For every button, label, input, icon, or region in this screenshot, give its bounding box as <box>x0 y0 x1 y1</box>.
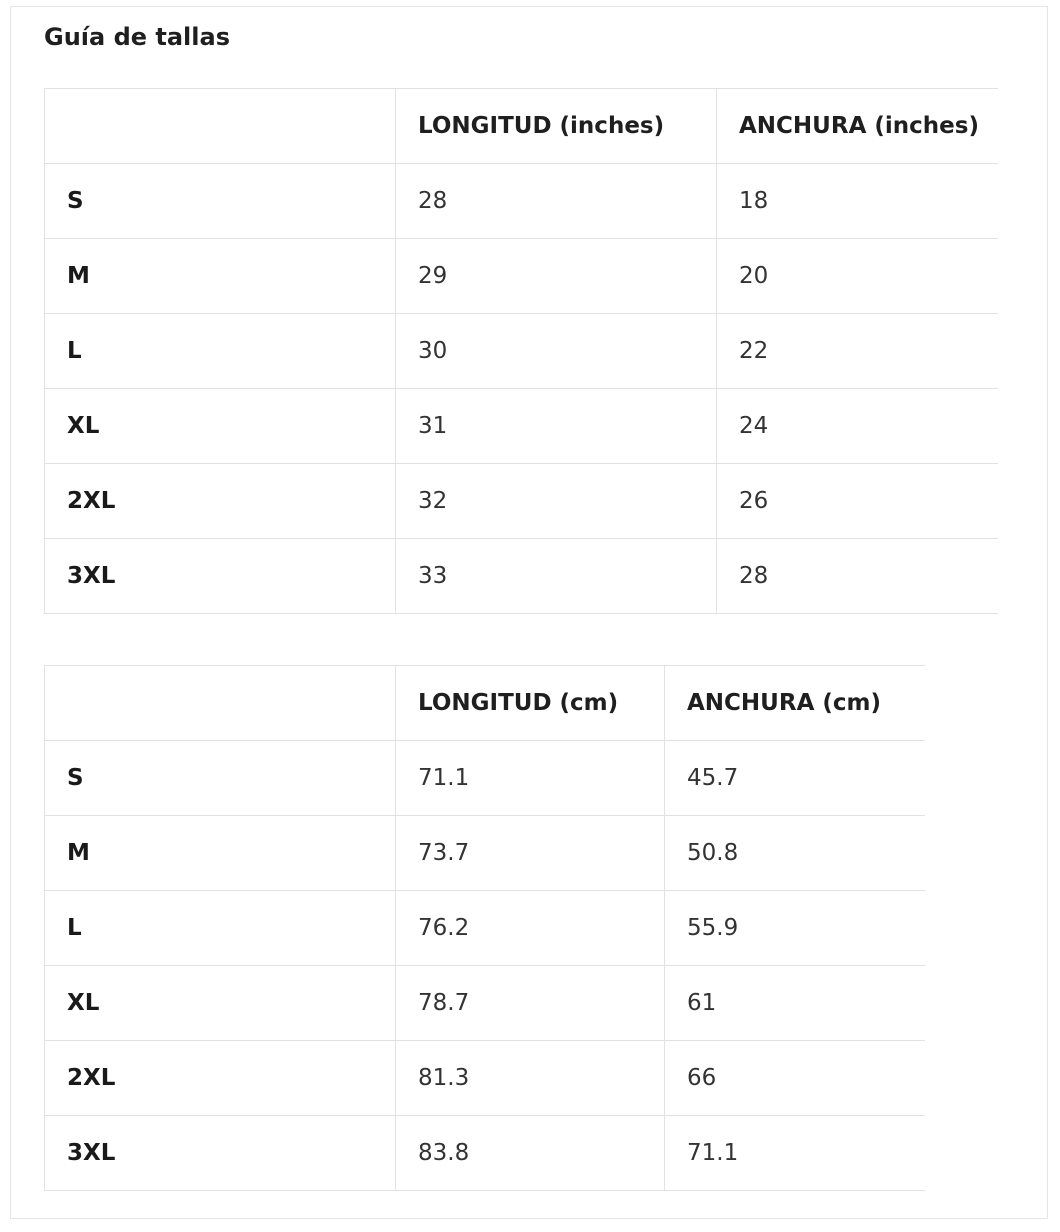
size-cell: M <box>45 239 396 314</box>
length-cell: 28 <box>396 164 717 239</box>
width-cell: 55.9 <box>665 891 926 966</box>
width-cell: 66 <box>665 1041 926 1116</box>
width-cell: 24 <box>717 389 999 464</box>
length-cell: 31 <box>396 389 717 464</box>
table-header-row <box>45 666 926 741</box>
width-cell: 71.1 <box>665 1116 926 1191</box>
length-cell: 71.1 <box>396 741 665 816</box>
page-title: Guía de tallas <box>44 23 230 51</box>
table-row <box>45 816 926 891</box>
length-cell: 30 <box>396 314 717 389</box>
size-cell: 2XL <box>45 1041 396 1116</box>
table-row <box>45 539 999 614</box>
size-table-cm <box>44 665 925 1191</box>
table-row <box>45 314 999 389</box>
length-cell: 81.3 <box>396 1041 665 1116</box>
width-cell: 20 <box>717 239 999 314</box>
size-table-inches-container[interactable] <box>44 88 998 625</box>
size-cell: 3XL <box>45 539 396 614</box>
size-cell: S <box>45 741 396 816</box>
header-length: LONGITUD (inches) <box>396 89 717 164</box>
length-cell: 73.7 <box>396 816 665 891</box>
table-row <box>45 891 926 966</box>
length-cell: 32 <box>396 464 717 539</box>
length-cell: 33 <box>396 539 717 614</box>
length-cell: 76.2 <box>396 891 665 966</box>
header-width: ANCHURA (cm) <box>665 666 926 741</box>
size-cell: 2XL <box>45 464 396 539</box>
width-cell: 28 <box>717 539 999 614</box>
width-cell: 18 <box>717 164 999 239</box>
size-cell: XL <box>45 966 396 1041</box>
header-length: LONGITUD (cm) <box>396 666 665 741</box>
table-row <box>45 164 999 239</box>
length-cell: 78.7 <box>396 966 665 1041</box>
width-cell: 61 <box>665 966 926 1041</box>
table-row <box>45 1116 926 1191</box>
length-cell: 83.8 <box>396 1116 665 1191</box>
table-header-row <box>45 89 999 164</box>
width-cell: 45.7 <box>665 741 926 816</box>
header-size <box>45 89 396 164</box>
header-size <box>45 666 396 741</box>
width-cell: 26 <box>717 464 999 539</box>
length-cell: 29 <box>396 239 717 314</box>
size-cell: S <box>45 164 396 239</box>
table-row <box>45 389 999 464</box>
header-width: ANCHURA (inches) <box>717 89 999 164</box>
table-row <box>45 1041 926 1116</box>
table-row <box>45 239 999 314</box>
size-table-cm-container <box>44 665 925 1202</box>
size-cell: 3XL <box>45 1116 396 1191</box>
table-row <box>45 966 926 1041</box>
size-cell: M <box>45 816 396 891</box>
size-cell: L <box>45 314 396 389</box>
size-cell: L <box>45 891 396 966</box>
table-row <box>45 741 926 816</box>
width-cell: 22 <box>717 314 999 389</box>
table-row <box>45 464 999 539</box>
size-cell: XL <box>45 389 396 464</box>
size-table-inches <box>44 88 998 614</box>
width-cell: 50.8 <box>665 816 926 891</box>
